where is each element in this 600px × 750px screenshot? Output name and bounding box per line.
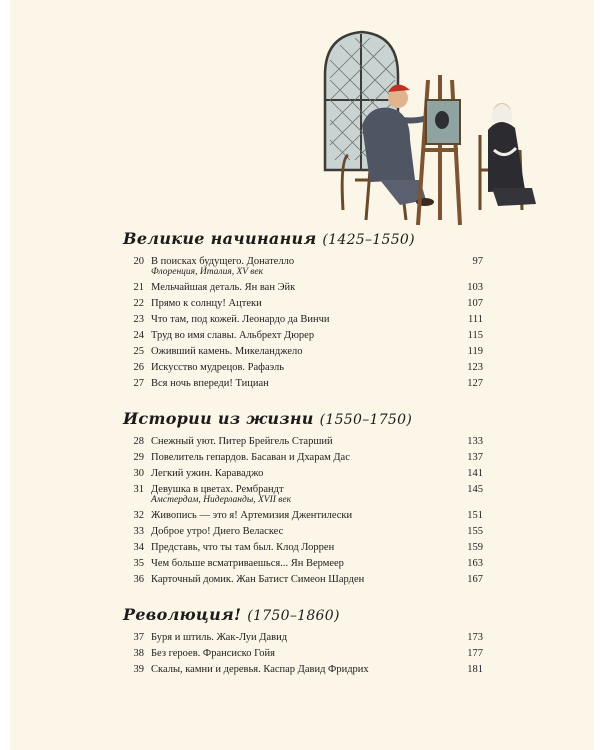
chapter-number: 21 (133, 282, 144, 293)
toc-entry (123, 482, 483, 508)
section-title: Истории из жизни (123, 409, 314, 428)
page-number: 103 (467, 282, 483, 293)
toc-entry (123, 280, 483, 296)
chapter-title: Искусство мудрецов. Рафаэль (151, 362, 284, 373)
toc-entry (123, 450, 483, 466)
toc-entry (123, 508, 483, 524)
toc-section (123, 604, 483, 678)
page-number: 115 (467, 330, 483, 341)
toc-entry (123, 434, 483, 450)
chapter-number: 30 (133, 468, 144, 479)
chapter-title: Скалы, камни и деревья. Каспар Давид Фридрих (151, 664, 369, 675)
toc-entry (123, 572, 483, 588)
chapter-number: 31 (133, 484, 144, 495)
section-heading (123, 228, 483, 251)
page-number: 141 (467, 468, 483, 479)
chapter-number: 22 (133, 298, 144, 309)
painter-at-easel-illustration (310, 20, 550, 230)
chapter-title: Повелитель гепардов. Басаван и Дхарам Дас (151, 452, 350, 463)
chapter-title: Прямо к солнцу! Ацтеки (151, 298, 262, 309)
toc-entry (123, 360, 483, 376)
toc-entry (123, 296, 483, 312)
toc-entry (123, 540, 483, 556)
chapter-number: 38 (133, 648, 144, 659)
chapter-title: Представь, что ты там был. Клод Лоррен (151, 542, 335, 553)
toc-entry (123, 646, 483, 662)
toc-entry (123, 466, 483, 482)
chapter-title: Доброе утро! Диего Веласкес (151, 526, 284, 537)
chapter-title: Буря и штиль. Жак-Луи Давид (151, 632, 288, 643)
page-number: 163 (467, 558, 483, 569)
toc-entry (123, 328, 483, 344)
chapter-number: 32 (133, 510, 144, 521)
page-number: 159 (467, 542, 483, 553)
section-title: Революция! (123, 605, 242, 624)
book-page (10, 0, 594, 750)
page-number: 181 (467, 664, 483, 675)
chapter-title: Легкий ужин. Караваджо (151, 468, 264, 479)
chapter-number: 34 (133, 542, 144, 553)
page-number: 119 (467, 346, 483, 357)
chapter-title: Чем больше всматриваешься... Ян Вермеер (151, 558, 344, 569)
chapter-number: 28 (133, 436, 144, 447)
page-number: 111 (468, 314, 483, 325)
chapter-number: 25 (133, 346, 144, 357)
chapter-number: 27 (133, 378, 144, 389)
page-number: 137 (467, 452, 483, 463)
page-number: 123 (467, 362, 483, 373)
chapter-number: 33 (133, 526, 144, 537)
page-number: 167 (467, 574, 483, 585)
page-number: 145 (467, 484, 483, 495)
chapter-title: Вся ночь впереди! Тициан (151, 378, 269, 389)
chapter-number: 26 (133, 362, 144, 373)
section-title: Великие начинания (123, 229, 317, 248)
page-number: 177 (467, 648, 483, 659)
chapter-number: 35 (133, 558, 144, 569)
page-number: 173 (467, 632, 483, 643)
page-number: 133 (467, 436, 483, 447)
chapter-title: Снежный уют. Питер Брейгель Старший (151, 436, 333, 447)
chapter-number: 37 (133, 632, 144, 643)
toc-entry (123, 376, 483, 392)
chapter-title: Девушка в цветах. Рембрандт (151, 484, 284, 495)
toc-entry (123, 524, 483, 540)
toc-entry (123, 312, 483, 328)
chapter-number: 36 (133, 574, 144, 585)
chapter-title: Мельчайшая деталь. Ян ван Эйк (151, 282, 296, 293)
chapter-title: Что там, под кожей. Леонардо да Винчи (151, 314, 330, 325)
toc-entry (123, 254, 483, 280)
chapter-number: 24 (133, 330, 144, 341)
chapter-title: Труд во имя славы. Альбрехт Дюрер (151, 330, 315, 341)
chapter-number: 29 (133, 452, 144, 463)
chapter-subtitle: Амстердам, Нидерланды, XVII век (151, 495, 292, 505)
chapter-title: Без героев. Франсиско Гойя (151, 648, 275, 659)
chapter-title: Живопись — это я! Артемизия Джентилески (151, 510, 353, 521)
toc-entry (123, 662, 483, 678)
chapter-number: 39 (133, 664, 144, 675)
page-number: 155 (467, 526, 483, 537)
toc-entry (123, 344, 483, 360)
chapter-number: 20 (133, 256, 144, 267)
table-of-contents (123, 228, 483, 694)
chapter-title: В поисках будущего. Донателло (151, 256, 295, 267)
section-heading (123, 408, 483, 431)
page-number: 151 (467, 510, 483, 521)
section-date-range: (1425–1550) (322, 232, 415, 248)
toc-section (123, 408, 483, 588)
section-heading (123, 604, 483, 627)
page-number: 97 (472, 256, 483, 267)
chapter-subtitle: Флоренция, Италия, XV век (151, 267, 264, 277)
toc-entry (123, 630, 483, 646)
toc-section (123, 228, 483, 392)
toc-entry (123, 556, 483, 572)
page-number: 127 (467, 378, 483, 389)
section-date-range: (1550–1750) (319, 412, 413, 428)
chapter-title: Оживший камень. Микеланджело (151, 346, 303, 357)
page-number: 107 (467, 298, 483, 309)
chapter-title: Карточный домик. Жан Батист Симеон Шарден (151, 574, 365, 585)
chapter-number: 23 (133, 314, 144, 325)
section-date-range: (1750–1860) (247, 608, 340, 624)
